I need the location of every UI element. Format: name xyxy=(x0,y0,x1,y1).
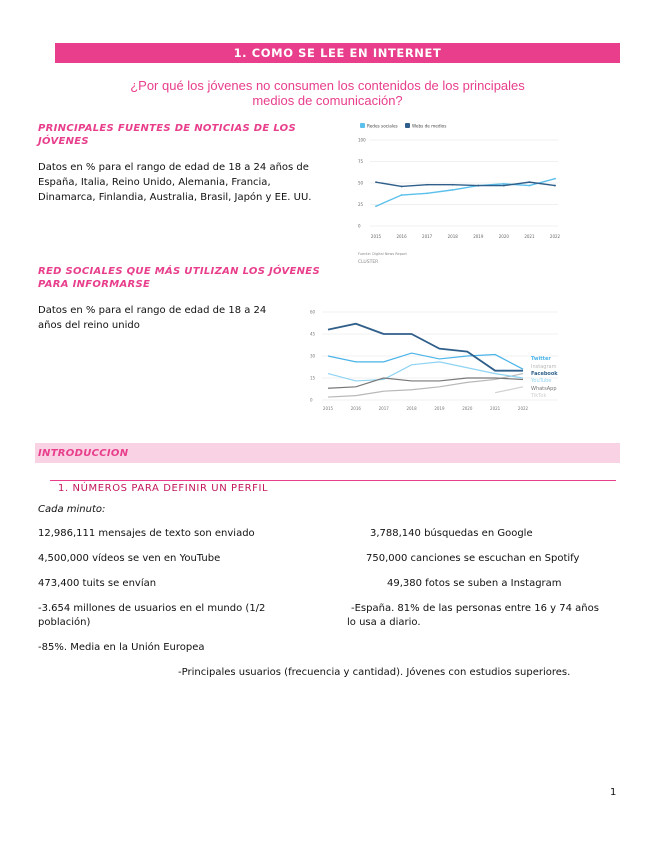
section-divider xyxy=(50,480,616,481)
chart-source-label: CLUSTER xyxy=(358,260,379,265)
x-tick-label: 2018 xyxy=(447,234,458,239)
data-point xyxy=(401,194,403,196)
x-tick-label: 2021 xyxy=(524,234,535,239)
y-tick-label: 0 xyxy=(358,223,361,229)
chart-x-ticks xyxy=(323,406,529,411)
data-point xyxy=(426,192,428,194)
news-sources-text xyxy=(38,160,343,205)
data-point xyxy=(503,183,505,185)
legend-label: Redes sociales xyxy=(367,123,398,129)
stat-item xyxy=(347,602,622,630)
x-tick-label: 2021 xyxy=(490,406,501,411)
text-line: Dinamarca, Finlandia, Australia, Brasil, Japón y EE. UU. xyxy=(38,192,312,203)
page-number: 1 xyxy=(610,787,617,798)
stat-line: -3.654 millones de usuarios en el mundo (1/2 xyxy=(38,603,266,614)
chart-y-ticks xyxy=(358,138,366,229)
social-networks-text xyxy=(38,303,298,333)
data-point xyxy=(426,184,428,186)
chart-x-ticks xyxy=(371,234,561,239)
stat-item: 12,986,111 mensajes de texto son enviado xyxy=(38,528,255,539)
series-label: WhatsApp xyxy=(531,386,557,392)
heading-line: PRINCIPALES FUENTES DE NOTICIAS DE LOS xyxy=(38,123,296,134)
x-tick-label: 2016 xyxy=(396,234,407,239)
heading-line: PARA INFORMARSE xyxy=(38,279,151,290)
heading-line: RED SOCIALES QUE MÁS UTILIZAN LOS JÓVENES xyxy=(38,266,320,277)
stat-line: población) xyxy=(38,617,91,628)
x-tick-label: 2015 xyxy=(322,406,334,411)
social-networks-heading xyxy=(38,265,348,291)
series-label: YouTube xyxy=(531,378,552,384)
stat-item: -85%. Media en la Unión Europea xyxy=(38,642,205,653)
data-point xyxy=(554,185,556,187)
x-tick-label: 2019 xyxy=(434,406,445,411)
y-tick-label: 60 xyxy=(310,309,316,315)
chart-source-note: Fuente: Digital News Report xyxy=(358,252,407,256)
subtitle-line-1: ¿Por qué los jóvenes no consumen los contenidos de los principales xyxy=(130,78,525,93)
y-tick-label: 30 xyxy=(310,353,316,359)
series-line xyxy=(328,353,523,369)
series-label: TikTok xyxy=(531,393,547,399)
series-line xyxy=(328,374,523,397)
stat-item xyxy=(38,602,328,630)
data-point xyxy=(375,181,377,183)
y-tick-label: 75 xyxy=(358,159,364,164)
text-line: años del reino unido xyxy=(38,320,140,331)
chart-y-ticks xyxy=(310,310,316,403)
stat-item: 49,380 fotos se suben a Instagram xyxy=(387,578,562,589)
x-tick-label: 2018 xyxy=(406,406,417,411)
x-tick-label: 2022 xyxy=(517,406,529,411)
data-point xyxy=(375,205,377,207)
y-tick-label: 45 xyxy=(310,331,316,337)
y-tick-label: 25 xyxy=(358,202,364,207)
social-networks-chart xyxy=(308,300,570,430)
news-sources-heading xyxy=(38,122,338,148)
text-line: España, Italia, Reino Unido, Alemania, Francia, xyxy=(38,177,271,188)
x-tick-label: 2015 xyxy=(370,234,382,239)
chart-legend xyxy=(360,123,446,129)
chart-series xyxy=(328,324,523,397)
data-point xyxy=(529,181,531,183)
x-tick-label: 2017 xyxy=(378,406,389,411)
data-point xyxy=(477,185,479,187)
data-point xyxy=(401,186,403,188)
y-tick-label: 0 xyxy=(310,397,313,403)
x-tick-label: 2016 xyxy=(350,406,361,411)
text-line: Datos en % para el rango de edad de 18 a 24 años de xyxy=(38,162,309,173)
x-tick-label: 2019 xyxy=(473,234,484,239)
stat-item: 4,500,000 vídeos se ven en YouTube xyxy=(38,553,221,564)
legend-swatch xyxy=(405,123,410,128)
subtitle-line-2: medios de comunicación? xyxy=(252,93,403,108)
data-point xyxy=(452,184,454,186)
page-subtitle xyxy=(90,78,565,108)
x-tick-label: 2022 xyxy=(549,234,561,239)
y-tick-label: 50 xyxy=(358,180,364,186)
stat-item: 750,000 canciones se escuchan en Spotify xyxy=(366,553,580,564)
data-point xyxy=(503,185,505,187)
cada-minuto-label: Cada minuto: xyxy=(38,504,106,515)
text-line: Datos en % para el rango de edad de 18 a 24 xyxy=(38,305,267,316)
series-label: Twitter xyxy=(531,356,551,362)
stat-item: -Principales usuarios (frecuencia y cantidad). Jóvenes con estudios superiores. xyxy=(178,667,571,678)
stat-item: 3,788,140 búsquedas en Google xyxy=(370,528,533,539)
y-tick-label: 100 xyxy=(358,137,366,143)
news-sources-chart xyxy=(350,118,565,268)
x-tick-label: 2020 xyxy=(462,406,473,411)
stat-item: 473,400 tuits se envían xyxy=(38,578,157,589)
chart-gridlines xyxy=(370,140,558,226)
x-tick-label: 2017 xyxy=(422,234,433,239)
legend-label: Webs de medios xyxy=(412,123,447,129)
data-point xyxy=(529,185,531,187)
y-tick-label: 15 xyxy=(310,375,316,381)
data-point xyxy=(452,189,454,191)
series-label: Facebook xyxy=(531,371,558,377)
section-banner: 1. COMO SE LEE EN INTERNET xyxy=(55,43,620,63)
stat-line: -España. 81% de las personas entre 16 y 74 años xyxy=(351,603,599,614)
section-1-title: 1. NÚMEROS PARA DEFINIR UN PERFIL xyxy=(58,483,269,494)
x-tick-label: 2020 xyxy=(498,234,509,239)
series-line xyxy=(495,387,523,393)
intro-heading: INTRODUCCION xyxy=(38,448,129,459)
intro-bar xyxy=(35,443,620,463)
stat-line: lo usa a diario. xyxy=(347,617,421,628)
data-point xyxy=(554,178,556,180)
heading-line: JÓVENES xyxy=(38,136,89,147)
chart-series xyxy=(375,178,556,207)
chart-series-labels xyxy=(530,356,558,399)
legend-swatch xyxy=(360,123,365,128)
series-label: Instagram xyxy=(531,364,557,370)
